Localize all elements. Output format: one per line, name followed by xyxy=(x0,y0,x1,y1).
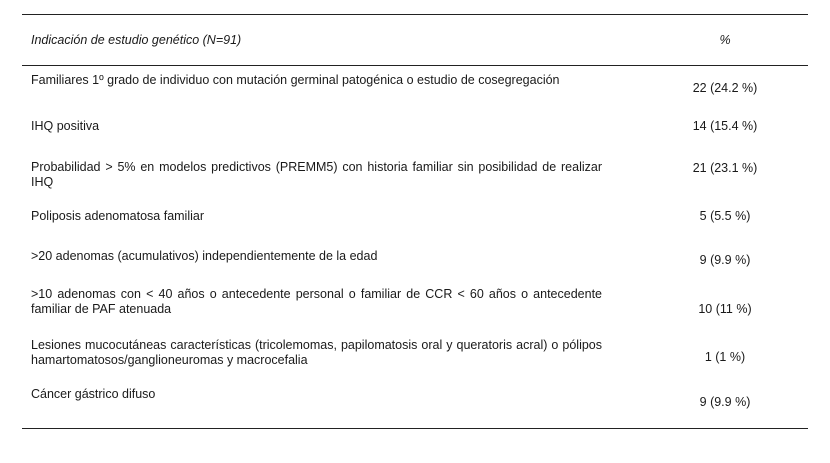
row-indication: Cáncer gástrico difuso xyxy=(31,387,156,401)
table-row xyxy=(22,336,808,387)
header-indication: Indicación de estudio genético (N=91) xyxy=(31,33,242,47)
row-value: 14 (15.4 %) xyxy=(692,119,758,133)
row-indication: IHQ positiva xyxy=(31,119,100,133)
row-indication: Lesiones mucocutáneas características (tricolemomas, papilomatosis oral y queratoris acral) o pólipos hamartomatosos/ganglioneuromas y macrocefalia xyxy=(31,338,602,367)
table-row xyxy=(22,116,808,156)
row-indication: Probabilidad > 5% en modelos predictivos (PREMM5) con historia familiar sin posibilidad de realizar IHQ xyxy=(31,160,602,189)
row-indication: >10 adenomas con < 40 años o antecedente personal o familiar de CCR < 60 años o antecedente familiar de PAF atenuada xyxy=(31,287,602,316)
table-row xyxy=(22,387,808,428)
row-value: 5 (5.5 %) xyxy=(699,209,751,223)
table-header xyxy=(22,15,808,66)
row-value: 9 (9.9 %) xyxy=(699,253,751,267)
row-value: 10 (11 %) xyxy=(698,302,752,316)
row-indication: Familiares 1º grado de individuo con mutación germinal patogénica o estudio de cosegregación xyxy=(31,73,560,87)
row-indication: Poliposis adenomatosa familiar xyxy=(31,209,205,223)
table-row xyxy=(22,66,808,116)
row-value: 9 (9.9 %) xyxy=(699,395,751,409)
header-percent: % xyxy=(719,33,731,47)
row-value: 21 (23.1 %) xyxy=(692,161,758,175)
row-value: 1 (1 %) xyxy=(704,350,746,364)
table-row xyxy=(22,284,808,336)
row-value: 22 (24.2 %) xyxy=(692,81,758,95)
table-row xyxy=(22,206,808,248)
genetic-study-table xyxy=(22,14,808,429)
table-row xyxy=(22,248,808,284)
row-indication: >20 adenomas (acumulativos) independientemente de la edad xyxy=(31,249,378,263)
table-row xyxy=(22,156,808,206)
